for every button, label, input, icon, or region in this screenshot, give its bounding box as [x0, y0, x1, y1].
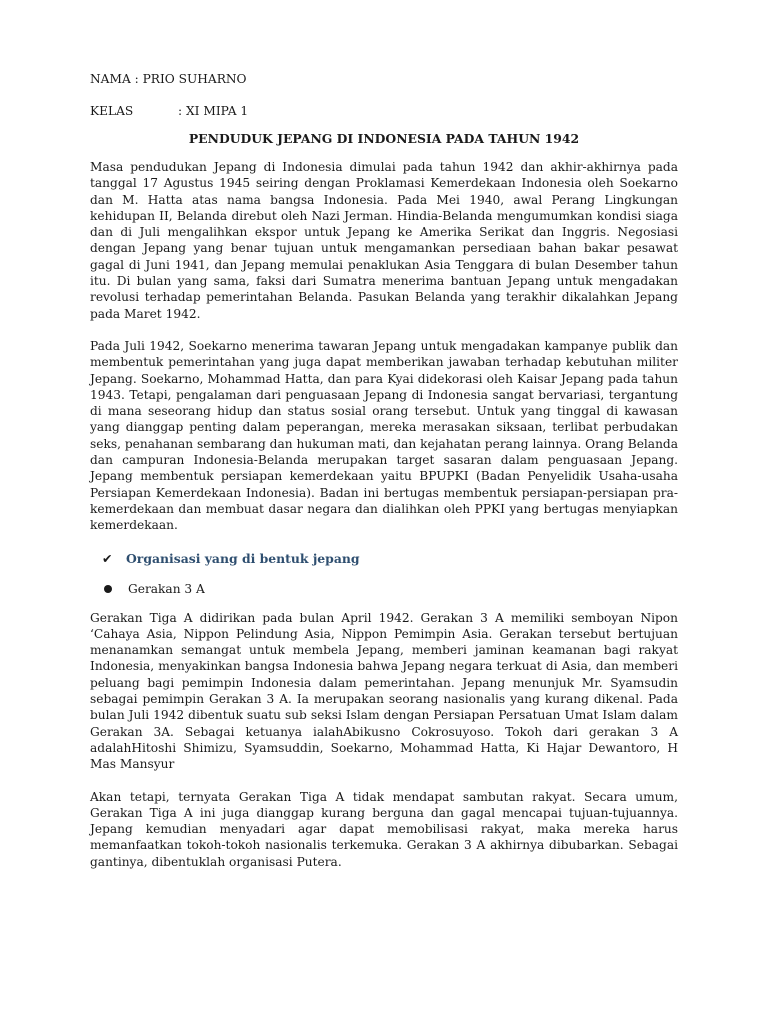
list-item-text: Gerakan 3 A — [128, 581, 205, 596]
section-heading-text: Organisasi yang di bentuk jepang — [126, 550, 360, 566]
bullet-icon — [104, 585, 112, 593]
student-class — [90, 102, 678, 120]
paragraph: Masa pendudukan Jepang di Indonesia dimulai pada tahun 1942 dan akhir-akhirnya pada tanggal 17 Agustus 1945 seiring dengan Proklamasi Kemerdekaan Indonesia oleh Soekarno dan M. Hatta atas nama bangsa Indonesia. Pada Mei 1940, awal Perang Lingkungan kehidupan II, Belanda direbut oleh Nazi Jerman. Hindia-Belanda mengumumkan kondisi siaga dan di Juli mengalihkan ekspor untuk Jepang ke Amerika Serikat dan Inggris. Negosiasi dengan Jepang yang benar tujuan untuk mengamankan persediaan bahan bakar pesawat gagal di Juni 1941, dan Jepang memulai penaklukan Asia Tenggara di bulan Desember tahun itu. Di bulan yang sama, faksi dari Sumatra menerima bantuan Jepang untuk mengadakan revolusi terhadap pemerintahan Belanda. Pasukan Belanda yang terakhir dikalahkan Jepang pada Maret 1942. — [90, 160, 678, 321]
paragraph: Akan tetapi, ternyata Gerakan Tiga A tidak mendapat sambutan rakyat. Secara umum, Gerakan Tiga A ini juga dianggap kurang berguna dan gagal mencapai tujuan-tujuannya. Jepang kemudian menyadari agar dapat memobilisasi rakyat, maka mereka harus memanfaatkan tokoh-tokoh nasionalis terkemuka. Gerakan 3 A akhirnya dibubarkan. Sebagai gantinya, dibentuklah organisasi Putera. — [90, 789, 678, 869]
check-icon: ✔ — [102, 550, 113, 566]
class-label: KELAS — [90, 104, 134, 118]
section-heading — [102, 550, 678, 568]
paragraph: Pada Juli 1942, Soekarno menerima tawaran Jepang untuk mengadakan kampanye publik dan membentuk pemerintahan yang juga dapat memberikan jawaban terhadap kebutuhan militer Jepang. Soekarno, Mohammad Hatta, dan para Kyai didekorasi oleh Kaisar Jepang pada tahun 1943. Tetapi, pengalaman dari penguasaan Jepang di Indonesia sangat bervariasi, tergantung di mana seseorang hidup dan status sosial orang tersebut. Untuk yang tinggal di kawasan yang dianggap penting dalam peperangan, mereka merasakan siksaan, terlibat perbudakan seks, penahanan sembarang dan hukuman mati, dan kejahatan perang lainnya. Orang Belanda dan campuran Indonesia-Belanda merupakan target sasaran dalam penguasaan Jepang. Jepang membentuk persiapan kemerdekaan yaitu BPUPKI (Badan Penyelidik Usaha-usaha Persiapan Kemerdekaan Indonesia). Badan ini bertugas membentuk persiapan-persiapan pra-kemerdekaan dan membuat dasar negara dan dialihkan oleh PPKI yang bertugas menyiapkan kemerdekaan. — [90, 338, 678, 533]
document-page — [90, 70, 678, 886]
document-title: PENDUDUK JEPANG DI INDONESIA PADA TAHUN 1942 — [188, 131, 580, 146]
list-item — [102, 580, 678, 598]
class-value: : XI MIPA 1 — [178, 104, 249, 118]
paragraph: Gerakan Tiga A didirikan pada bulan April 1942. Gerakan 3 A memiliki semboyan Nipon ‘Cahaya Asia, Nippon Pelindung Asia, Nippon Pemimpin Asia. Gerakan tersebut bertujuan menanamkan semangat untuk membela Jepang, memberi jaminan keamanan bagi rakyat Indonesia, menyakinkan bangsa Indonesia bahwa Jepang negara terkuat di Asia, dan memberi peluang bagi pemimpin Indonesia dalam pemerintahan. Jepang menunjuk Mr. Syamsudin sebagai pemimpin Gerakan 3 A. Ia merupakan seorang nasionalis yang kurang dikenal. Pada bulan Juli 1942 dibentuk suatu sub seksi Islam dengan Persiapan Persatuan Umat Islam dalam Gerakan 3A. Sebagai ketuanya ialahAbikusno Cokrosuyoso. Tokoh dari gerakan 3 A adalahHitoshi Shimizu, Syamsuddin, Soekarno, Mohammad Hatta, Ki Hajar Dewantoro, H Mas Mansyur — [90, 610, 678, 772]
student-name: NAMA : PRIO SUHARNO — [90, 72, 247, 86]
